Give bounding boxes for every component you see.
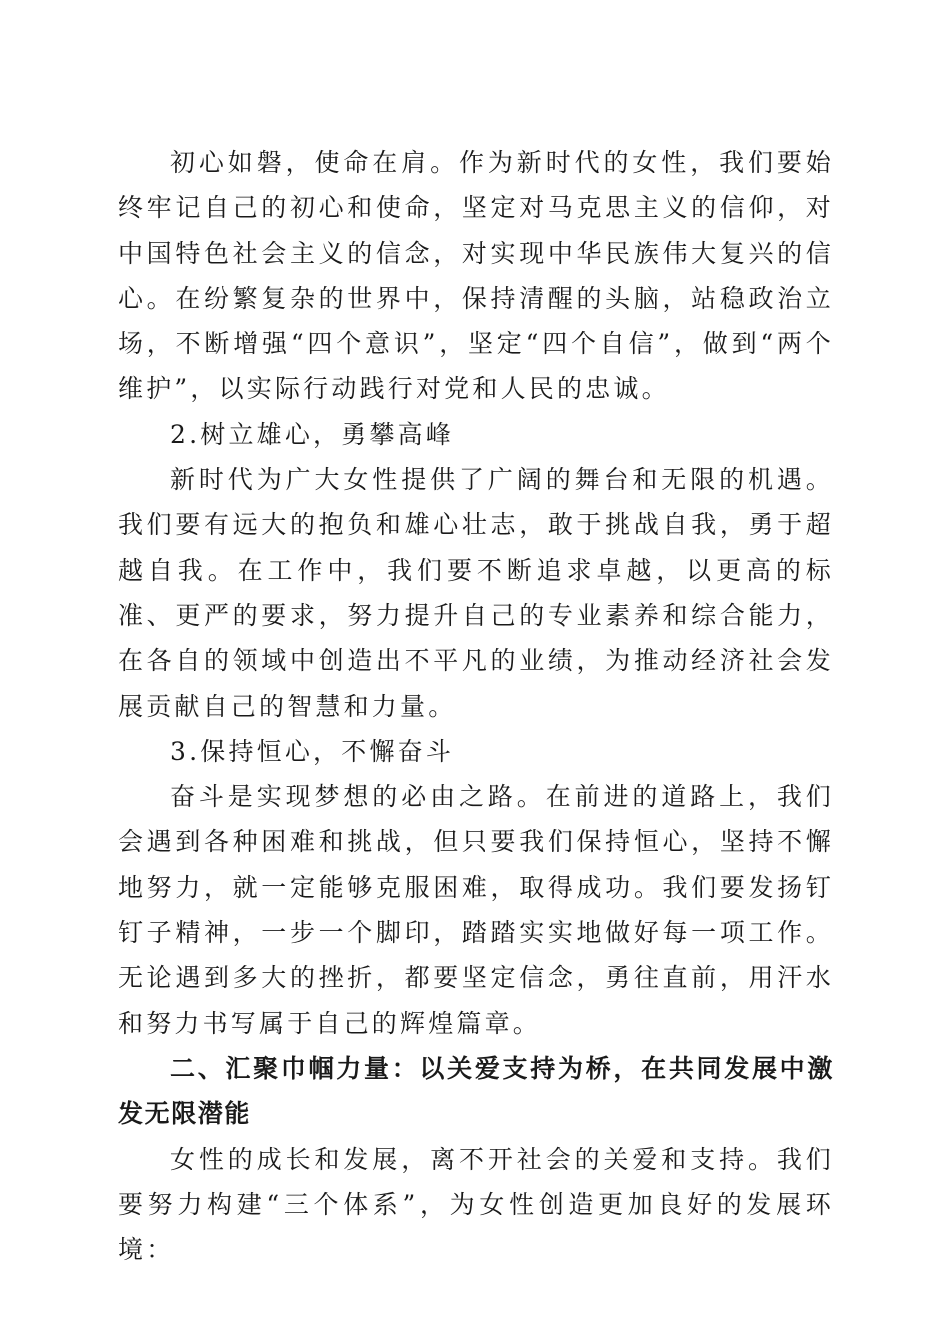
subheading-perseverance: 3.保持恒心，不懈奋斗 — [170, 736, 455, 766]
paragraph-ambition: 新时代为广大女性提供了广阔的舞台和无限的机遇。我们要有远大的抱负和雄心壮志，敢于挑战自我，勇于超越自我。在工作中，我们要不断追求卓越，以更高的标准、更严的要求，努力提升自己的专业素养和综合能力，在各自的领域中创造出不平凡的业绩，为推动经济社会发展贡献自己的智慧和力量。 — [118, 465, 834, 721]
document-page — [118, 140, 834, 1272]
paragraph-support-systems: 女性的成长和发展，离不开社会的关爱和支持。我们要努力构建“三个体系”，为女性创造更加良好的发展环境： — [118, 1144, 834, 1265]
subheading-ambition: 2.树立雄心，勇攀高峰 — [170, 419, 455, 449]
paragraph-perseverance: 奋斗是实现梦想的必由之路。在前进的道路上，我们会遇到各种困难和挑战，但只要我们保持恒心，坚持不懈地努力，就一定能够克服困难，取得成功。我们要发扬钉钉子精神，一步一个脚印，踏踏实实地做好每一项工作。无论遇到多大的挫折，都要坚定信念，勇往直前，用汗水和努力书写属于自己的辉煌篇章。 — [118, 782, 834, 1038]
paragraph-original-aspiration: 初心如磐，使命在肩。作为新时代的女性，我们要始终牢记自己的初心和使命，坚定对马克思主义的信仰，对中国特色社会主义的信念，对实现中华民族伟大复兴的信心。在纷繁复杂的世界中，保持清醒的头脑，站稳政治立场，不断增强“四个意识”，坚定“四个自信”，做到“两个维护”，以实际行动践行对党和人民的忠诚。 — [118, 148, 834, 404]
section-heading-women-strength: 二、汇聚巾帼力量：以关爱支持为桥，在共同发展中激发无限潜能 — [118, 1053, 834, 1129]
